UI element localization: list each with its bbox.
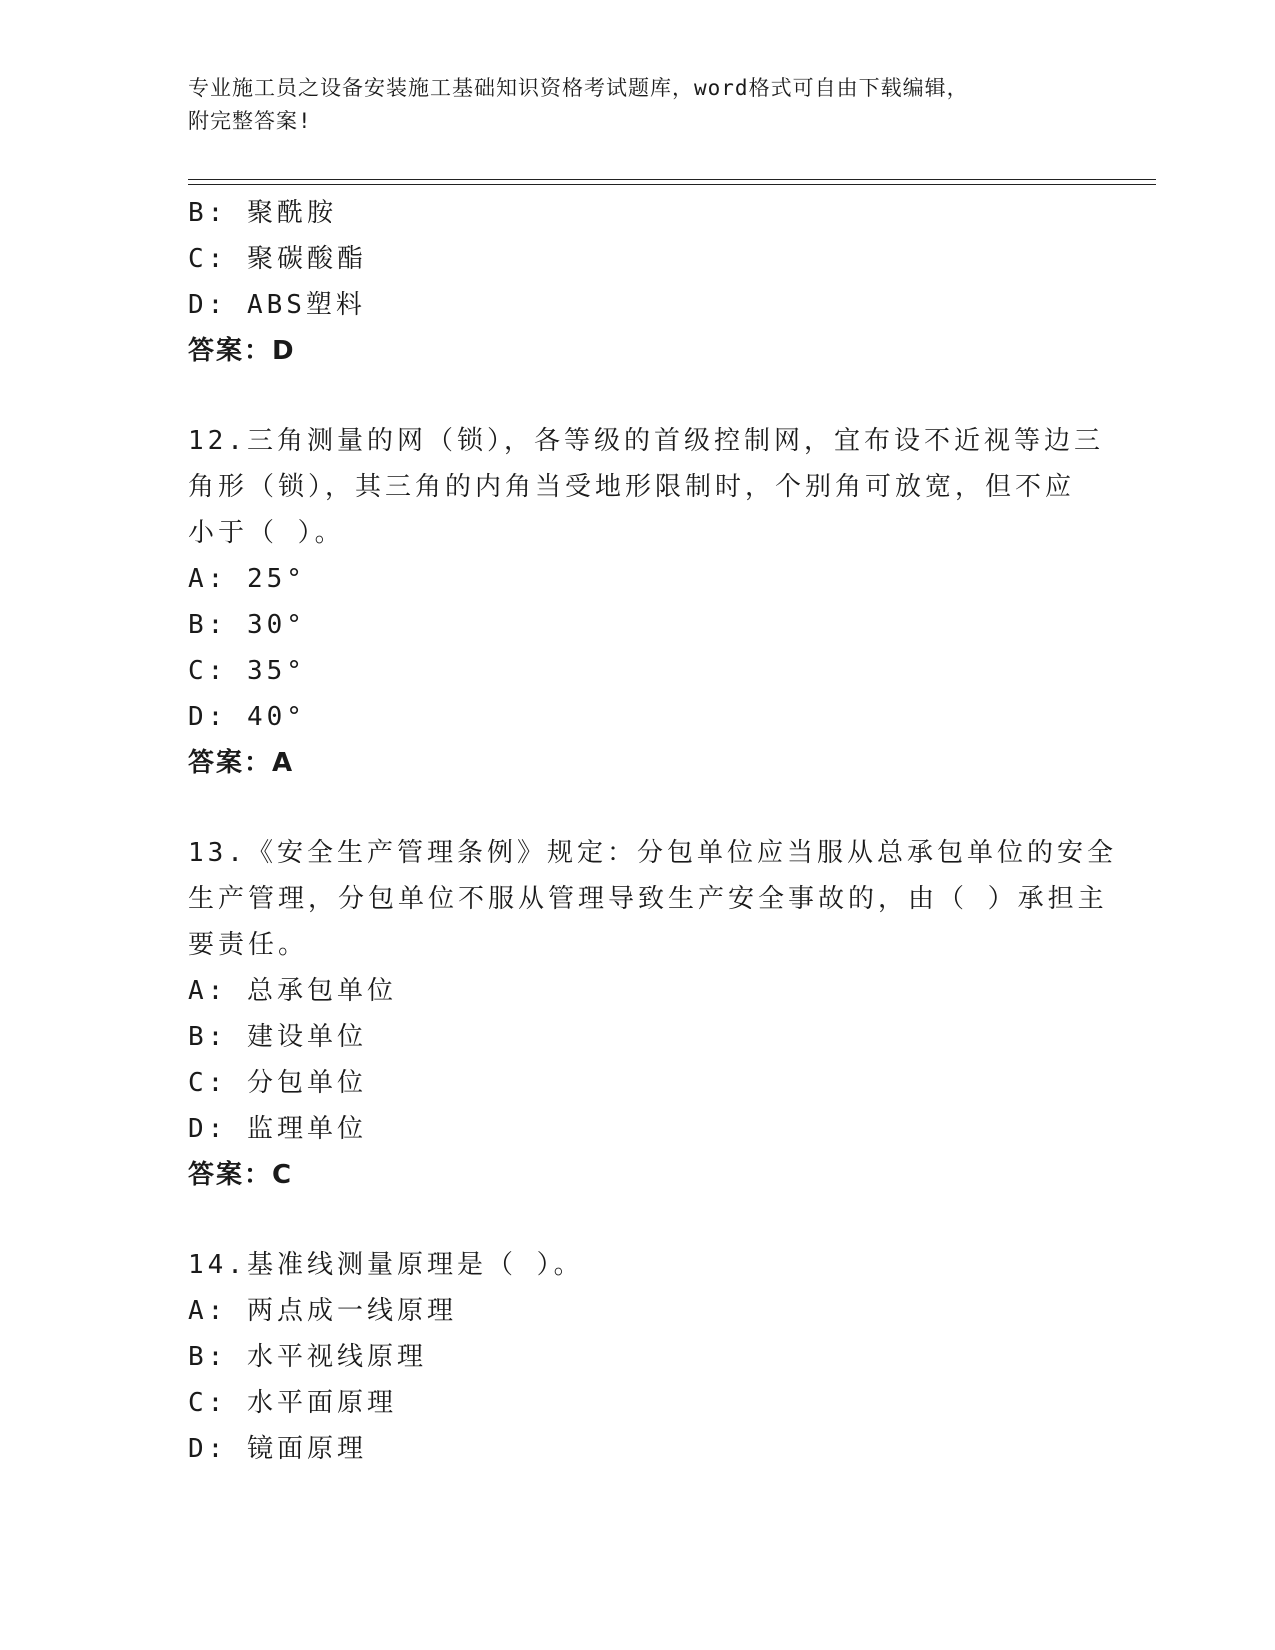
option-a: A: 25° bbox=[188, 564, 306, 594]
option-d: D: 镜面原理 bbox=[188, 1434, 367, 1464]
header-line-2: 附完整答案! bbox=[188, 109, 312, 133]
answer-line: 答案：C bbox=[188, 1160, 294, 1190]
option-c: C: 分包单位 bbox=[188, 1068, 367, 1098]
question-14 bbox=[188, 1242, 1088, 1472]
document-body bbox=[188, 190, 1117, 1472]
question-stem-line: 角形（锁），其三角的内角当受地形限制时，个别角可放宽，但不应 bbox=[188, 472, 1076, 502]
question-stem-line: 生产管理，分包单位不服从管理导致生产安全事故的，由（ ）承担主 bbox=[188, 884, 1108, 914]
option-a: A: 两点成一线原理 bbox=[188, 1296, 457, 1326]
question-13 bbox=[188, 830, 1117, 1198]
option-c: C: 聚碳酸酯 bbox=[188, 244, 367, 274]
spacer bbox=[188, 374, 1088, 418]
question-stem-line: 13.《安全生产管理条例》规定：分包单位应当服从总承包单位的安全 bbox=[188, 838, 1117, 868]
header-divider-bottom bbox=[188, 184, 1156, 185]
option-b: B: 聚酰胺 bbox=[188, 198, 337, 228]
option-b: B: 建设单位 bbox=[188, 1022, 367, 1052]
option-d: D: 监理单位 bbox=[188, 1114, 367, 1144]
question-11-fragment bbox=[188, 190, 1088, 374]
option-b: B: 30° bbox=[188, 610, 306, 640]
page-header bbox=[188, 72, 1088, 138]
option-b: B: 水平视线原理 bbox=[188, 1342, 427, 1372]
header-divider-top bbox=[188, 179, 1156, 180]
answer-line: 答案：A bbox=[188, 748, 295, 778]
option-d: D: ABS塑料 bbox=[188, 290, 366, 320]
header-line-1: 专业施工员之设备安装施工基础知识资格考试题库，word格式可自由下载编辑， bbox=[188, 76, 969, 100]
option-c: C: 水平面原理 bbox=[188, 1388, 397, 1418]
question-stem-line: 14.基准线测量原理是（ ）。 bbox=[188, 1250, 584, 1280]
question-stem-line: 要责任。 bbox=[188, 930, 309, 960]
option-d: D: 40° bbox=[188, 702, 306, 732]
option-c: C: 35° bbox=[188, 656, 306, 686]
spacer bbox=[188, 786, 1088, 830]
spacer bbox=[188, 1198, 1088, 1242]
answer-line: 答案：D bbox=[188, 336, 296, 366]
question-stem-line: 小于（ ）。 bbox=[188, 518, 345, 548]
question-12 bbox=[188, 418, 1104, 786]
question-stem-line: 12.三角测量的网（锁），各等级的首级控制网，宜布设不近视等边三 bbox=[188, 426, 1104, 456]
option-a: A: 总承包单位 bbox=[188, 976, 397, 1006]
